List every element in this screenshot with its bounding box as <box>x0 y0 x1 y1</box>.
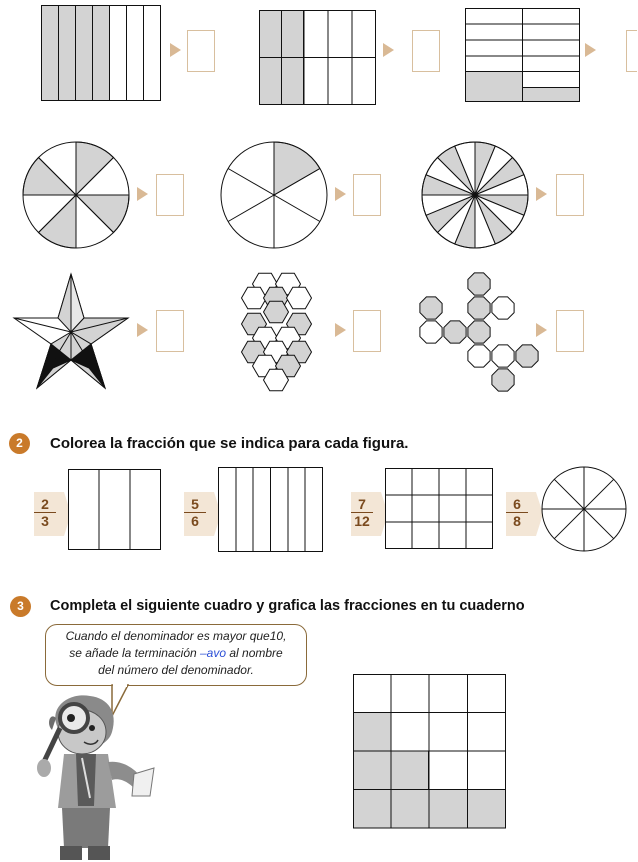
octagon-cell <box>468 321 490 343</box>
figure-star <box>13 272 129 390</box>
color-circle-8[interactable] <box>541 466 627 552</box>
arrow-icon <box>383 43 394 57</box>
fraction-tag <box>351 492 381 536</box>
answer-box[interactable] <box>412 30 440 72</box>
octagon-cell <box>468 297 490 319</box>
highlight-suffix: –avo <box>200 646 227 660</box>
figure-circle-6 <box>220 141 328 249</box>
arrow-icon <box>335 187 346 201</box>
octagon-cell <box>468 345 490 367</box>
section-2-title: Colorea la fracción que se indica para cada figura. <box>50 435 409 452</box>
fraction-label: $\frac{5}{6}$ <box>184 496 206 529</box>
boy-with-magnifier-icon <box>38 688 156 862</box>
arrow-icon <box>536 187 547 201</box>
figure-hexagons <box>228 272 328 394</box>
arrow-icon <box>170 43 181 57</box>
answer-box[interactable] <box>353 310 381 352</box>
arrow-icon <box>137 187 148 201</box>
answer-box[interactable] <box>556 310 584 352</box>
color-rect-6[interactable] <box>218 467 324 553</box>
arrow-icon <box>536 323 547 337</box>
octagon-cell <box>420 297 442 319</box>
fraction-label: $\frac{7}{12}$ <box>351 496 373 529</box>
fraction-tag <box>34 492 64 536</box>
speech-bubble: Cuando el denominador es mayor que10, se añade la terminación –avo al nombre del número del denominador. <box>45 624 307 686</box>
answer-box[interactable] <box>556 174 584 216</box>
answer-box[interactable] <box>156 174 184 216</box>
arrow-icon <box>137 323 148 337</box>
figure-octagons <box>415 272 541 396</box>
figure-grid-6x2 <box>465 8 581 104</box>
fraction-label: $\frac{6}{8}$ <box>506 496 528 529</box>
section-3-title: Completa el siguiente cuadro y grafica las fracciones en tu cuaderno <box>50 598 525 614</box>
octagon-cell <box>516 345 538 367</box>
fraction-tag <box>184 492 214 536</box>
answer-box[interactable] <box>187 30 215 72</box>
octagon-cell <box>420 321 442 343</box>
answer-box[interactable] <box>156 310 184 352</box>
figure-grid-2x6 <box>259 10 377 106</box>
section-number-badge: 2 <box>9 433 30 454</box>
fraction-tag <box>506 492 536 536</box>
color-rect-3[interactable] <box>68 469 162 551</box>
fraction-label: $\frac{2}{3}$ <box>34 496 56 529</box>
color-grid-12[interactable] <box>385 468 494 550</box>
arrow-icon <box>585 43 596 57</box>
octagon-cell <box>468 273 490 295</box>
octagon-cell <box>492 297 514 319</box>
section-number-badge: 3 <box>10 596 31 617</box>
answer-box[interactable] <box>626 30 637 72</box>
octagon-cell <box>444 321 466 343</box>
grid-4x4-figure <box>353 674 507 830</box>
figure-circle-8 <box>22 141 130 249</box>
octagon-cell <box>492 345 514 367</box>
octagon-cell <box>492 369 514 391</box>
figure-circle-16 <box>421 141 529 249</box>
figure-bars-8 <box>41 5 163 102</box>
answer-box[interactable] <box>353 174 381 216</box>
arrow-icon <box>335 323 346 337</box>
